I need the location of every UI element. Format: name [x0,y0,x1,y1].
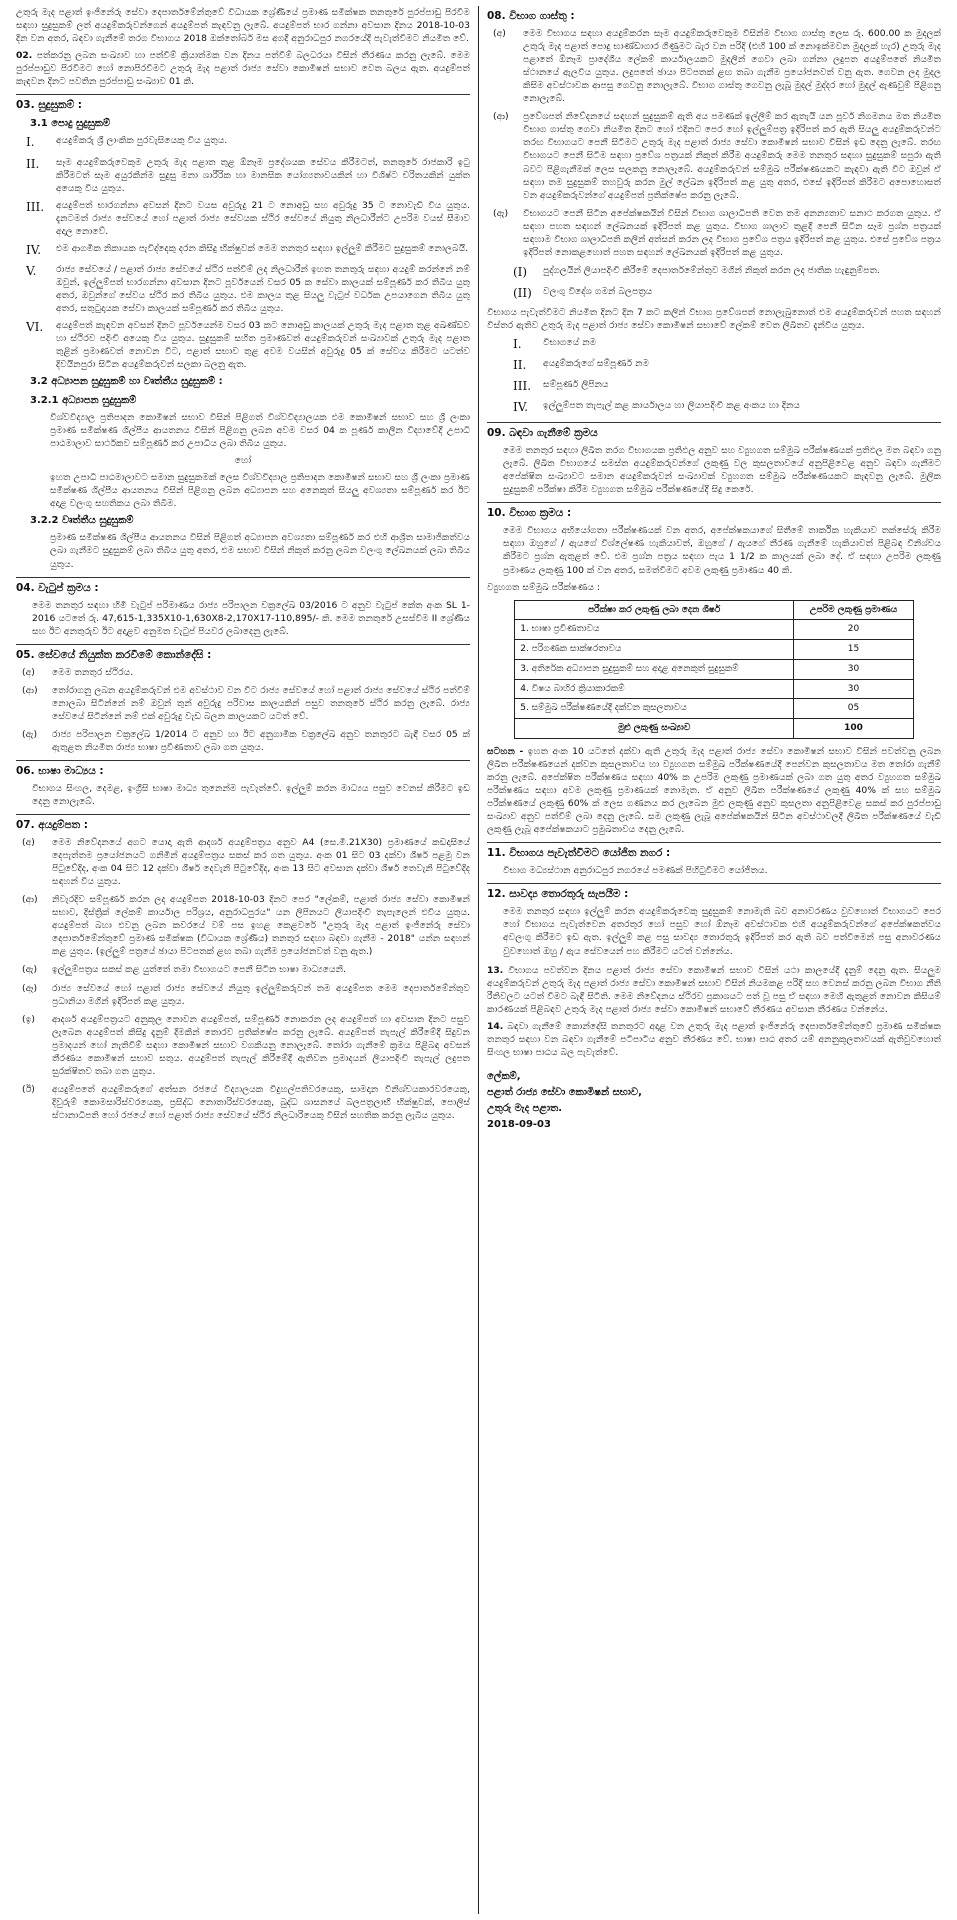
admission-lost-details-list [487,336,941,416]
exam-fee-item-text: විභාගයට පෙනී සිටින අපේක්ෂකයින් විසින් විභාග ශාලාධිපති වෙත තම අනන්‍යතාව සනාථ කරගත යුතුය. ඒ සඳහා පහත සඳහන් ලේඛනයක් ඉදිරිපත් කළ යුතුය. විභාග ශාලාව තුළදී පෙනී සිටින සෑම ප්‍රශ්න පත්‍රයක් සඳහාම විභාග ශාලාධිපති කලින් අත්සන් කරන ලද විභාග ප්‍රවේශ පත්‍රය ඉදිරිපත් කළ යුතුය. එසේ ප්‍රවේශ පත්‍රය ඉදිරිපත් නොකළහොත් පහත සඳහන් ලේඛනයක් ඉදිරිපත් කළ යුතුය. [523,207,941,258]
application-item-number: (ආ) [22,894,38,906]
table-cell-criteria: 3. අතිරේක අධ්‍යාපන සුදුසුකම් සහ අදාළ අනෙකුත් සුදුසුකම් [515,659,794,679]
qualification-item-text: රාජ්‍ය සේවයේ / පළාත් රාජ්‍ය සේවයේ ස්ථිර පත්වීම් ලද නිලධාරීන් ඉහත තනතුරු සඳහා අයදුම් කරන්නේ නම් ඔවුන්, ඉල්ලුම්පත් භාරගන්නා අවසාන දිනට පූර්වයෙන් වසර 05 ක සේවා කාලයක් සම්පූර්ණ කර තිබිය යුතු අතර, ඔවුන්ගේ සේවය ස්ථිර කර තිබිය යුතුය. එම කාලය තුළ සියලු වැටුප් වර්ධක උපයාගෙන තිබිය යුතු අතර, සතුටුදායක සේවා කාලයක් සම්පූර්ණ කර තිබිය යුතුය. [56,263,470,315]
exam-method-text: මෙම විභාගය අභියෝගතා පරීක්ෂණයක් වන අතර, අපේක්ෂකයාගේ සිතීමේ තාර්කික හැකියාව තක්සේරු කිරීම සඳහා ඔහුගේ / ඇයගේ විශ්ලේෂණ හැකියාවත්, ඔහුගේ / ඇයගේ තීරණ ගැනීමේ හැකියාවත් පිළිබඳ විනිශ්චය කිරීමට ප්‍රශ්න ඇතුළත් වේ. එම ප්‍රශ්න පත්‍රය සඳහා පැය 1 1/2 ක කාලයක් ලබා දේ. ඒ සඳහා උපරිම ලකුණු ප්‍රමාණය ලකුණු 100 ක් වන අතර, සමත්වීමට අවම ලකුණු ප්‍රමාණය 40 කි. [503,525,941,576]
note-paragraph [487,745,941,836]
application-item-text: රාජ්‍ය සේවයේ හෝ පළාත් රාජ්‍ය සේවයේ නියුතු ඉල්ලුම්කරුවන් තම අයදුම්පත මෙම දෙපාර්තමේන්තුව ප්‍රධානියා මගින් ඉදිරිපත් කළ යුතුය. [52,982,470,1007]
application-list [16,836,470,1122]
table-total-row [515,719,914,739]
section-02-text: පත්කරනු ලබන සංඛ්‍යාව හා පත්වීම් ක්‍රියාත්මක වන දිනය පත්වීම් බලධරයා විසින් තීරණය කරනු ලැබේ. මෙම පුරප්පාඩුව පිරවීමට හෝ නොපිරවීමට උතුරු මැද පළාත් රාජ්‍ය සේවා කොමිෂන් සභාව වෙත බලය ඇත. අයදුම්පත් කැඳවන දිනට පවතින පුරප්පාඩු සංඛ්‍යාව 01 කි. [16,50,470,88]
signature-block [487,1069,941,1133]
exam-fee-item [493,207,941,259]
admission-detail-item [513,378,941,395]
table-row [515,620,914,640]
interview-marks-table [514,600,914,739]
admission-detail-item-number: III. [513,379,532,394]
application-item-number: (අ) [22,836,35,848]
id-document-item-text: පුද්ගලයින් ලියාපදිංචි කිරීමේ දෙපාර්තමේන්තුව මගින් නිකුත් කරන ලද ජාතික හැඳුනුම්පත. [543,264,880,276]
table-total-value: 100 [794,719,914,739]
recruitment-method-text: මෙම තනතුර සඳහා ලිඛිත තරග විභාගයක ප්‍රතිඵල අනුව සහ ව්‍යුහගත සම්මුඛ පරීක්ෂණයක් ප්‍රතිඵල මත බඳවා ගනු ලැබේ. ලිඛිත විභාගයේ සමස්ත අයදුම්කරුවන්ගේ ලකුණු වල කුසලතාවයේ අනුපිළිවෙළ අනුව බඳවා ගැනීමට අපේක්ෂිත සංඛ්‍යාවට සමාන අයදුම්කරුවන් සංඛ්‍යාවක් ව්‍යුහගත සම්මුඛ පරීක්ෂණයකට කැඳවනු ලැබේ. මුලික සුදුසුකම් පරීක්ෂා කිරීම ව්‍යුහගත සම්මුඛ පරීක්ෂණයේදී සිදු කෙරේ. [503,445,941,496]
exam-fee-item-text: මෙම විභාගය සඳහා අයදුම්කරන සෑම අයදුම්කරුවෙකුම විසින්ම විභාග ගාස්තු ලෙස රු. 600.00 ක මුදලක් උතුරු මැද පළාත් පොදු භාණ්ඩාගාර ගිණුමට බැර වන පරිදි (එහි 100 ක් නොඉක්මවන මුදලක් හැර) උතුරු මැද පළාතේ ඕනෑම ප්‍රාදේශීය ලේකම් කාර්යාලයකට මුදලින් ගෙවා ලබා ගන්නා ලදුපත අයදුම්පතේ නියමිත ස්ථානයේ ඇලවිය යුතුය. ලදුපතේ ඡායා පිටපතක් ළඟ තබා ගැනීම ප්‍රයෝජනවත් වනු ඇත. ගෙවන ලද මුදල කිසිම අවස්ථාවක ආපසු ගෙවනු නොලැබේ. විභාග ගාස්තු ගෙවනු ලැබූ මුදල් මුද්දර හෝ මුදල් ඇණවුම් පිළිගනු නොලැබේ. [523,27,941,105]
section-13-head: 13. [487,964,504,976]
section-14-head: 14. [487,1020,504,1032]
admission-detail-item-number: II. [513,358,527,373]
application-item-text: මෙම නිවේදනයේ අගට යොදා ඇති ආදර්ශ අයදුම්පත්‍රය අනුව A4 (සෙ.මී.21X30) ප්‍රමාණයේ කඩදාසියේ දෙපැත්තම ප්‍රයෝජනයට ගනිමින් අයදුම්පත්‍රය සකස් කර ගත යුතුය. අංක 01 සිට 03 දක්වා ශීර්ෂ පළමු වන පිටුවේදිද, අංක 04 සිට 12 දක්වා ශීර්ෂ දෙවැනි පිටුවේදිද, අංක 13 සිට අවසාන දක්වා ශීර්ෂ තෙවැනි පිටුවේදිද සඳහන් විය යුතුය. [52,836,470,888]
general-qualifications-list [16,134,470,371]
qualification-item-text: සෑම අයදුම්කරුවෙකුම උතුරු මැද පළාත තුළ ඕනෑම ප්‍රදේශයක සේවය කිරීමටත්, තනතුරේ රාජකාරි ඉටු කිරීමටත් සෑම අයුරකින්ම සුදුසු මනා ශාරීරික හා මානසික යෝග්‍යතාවයකින් හා විශිෂ්ට චරිතයකින් යුක්ත අයෙකු විය යුතුය. [56,156,470,194]
table-cell-criteria: 5. සම්මුඛ පරීක්ෂණයේදී දක්වන කුසලතාවය [515,699,794,719]
condition-item-text: රාජ්‍ය පරිපාලන චක්‍රලේඛ 1/2014 ට අනුව හා ඊට අනුගාමික චක්‍රලේඛ අනුව තනතුරට බැඳී වසර 05 ක් ඇතුළත නියමිත රාජ්‍ය භාෂා ප්‍රවීණතාව ලබා ගත යුතුය. [52,728,470,753]
edu-qualification-text-1: විශ්වවිද්‍යාල ප්‍රතිපාදන කොමිෂන් සභාව විසින් පිළිගත් විශ්වවිද්‍යාලයක එම කොමිෂන් සභාව සහ ශ්‍රී ලංකා ප්‍රමාණ සමීක්ෂණ ශිල්පීය ආයතනය විසින් පිළිගනු ලබන අවම වසර 04 ක පූර්ණ කාලීන විද්‍යාවේදී උපාධි පාඨමාලාව සාර්ථකව සම්පූර්ණ කර උපාධිය ලබා තිබිය යුතුය. [50,411,470,449]
section-10-head: 10. විභාග ක්‍රමය : [487,502,941,521]
qualification-item-number: VI. [26,320,44,335]
qualification-item-number: IV. [26,242,42,257]
condition-item-number: (අ) [22,666,35,678]
id-document-item [513,285,941,302]
qualification-item-text: අයදුම්පත් භාරගන්නා අවසන් දිනට වයස අවුරුදු 21 ට නොඅඩු සහ අවුරුදු 35 ට නොවැඩි විය යුතුය. දැනටමත් රාජ්‍ය සේවයේ හෝ පළාත් රාජ්‍ය සේවයක ස්ථිර සේවයේ නියුතු නිලධාරීන්ට උපරිම වයස් සීමාව අදාල නොවේ. [56,199,470,237]
exam-fee-item [493,110,941,201]
interview-table-title: ව්‍යුහගත සම්මුඛ පරීක්ෂණය : [487,581,601,593]
left-column [8,6,479,1914]
section-14 [487,1020,941,1059]
intro-paragraph: උතුරු මැද පළාත් ඉංජිනේරු සේවා දෙපාර්තමේන්තුවේ විධායක ශ්‍රේණියේ ප්‍රමාණ සමීක්ෂක තනතුරේ පුරප්පාඩු පිරවීම සඳහා සුදුසුකම් ලත් අයදුම්කරුවන්ගෙන් අයදුම්පත් කැඳවනු ලැබේ. අයදුම්පත් භාර ගන්නා අවසාන දිනය 2018-10-03 දින වන අතර, බඳවා ගැනීමේ තරග විභාගය 2018 ඔක්තෝබර් මස අගදී අනුරාධපුර නගරයේදී පැවැත්වීමට නියමිත වේ. [16,7,470,45]
section-05-head: 05. සේවයේ නියුක්ත කරවීමේ කොන්දේසි : [16,644,470,663]
application-item [22,1083,470,1122]
application-item [22,836,470,888]
condition-item-text: මෙම තනතුර ස්ථිරය. [52,666,134,678]
table-cell-criteria: 2. පරිගණක සාක්ෂරතාවය [515,640,794,660]
section-11-head: 11. විභාගය පැවැත්වීමට යෝජිත නගර : [487,842,941,861]
exam-fee-item [493,27,941,105]
condition-item-text: තෝරාගනු ලබන අයදුම්කරුවන් එම අවස්ථාව වන විට රාජ්‍ය සේවයේ හෝ පළාත් රාජ්‍ය සේවයේ ස්ථිර පත්වීම් නොලබා සිටින්නේ නම් ඔවුන් තුන් අවුරුදු පරිවාස කාලයකින් පසුව තනතුරේ ස්ථිර කරනු ලැබේ. රාජ්‍ය සේවයේ සිටින්නේ නම් එක් අවුරුදු වැඩ බලන කාලයකට යටත් වේ. [52,684,470,722]
section-3-2-1-head: 3.2.1 අධ්‍යාපන සුදුසුකම් [30,394,137,406]
application-item [22,963,470,976]
section-09-head: 09. බඳවා ගැනීමේ ක්‍රමය [487,422,941,441]
id-documents-list [487,264,941,302]
qualification-item-text: එම ආගමික නිකායක පැවිද්දෙකු දරන කිසිදු භික්ෂුවක් මෙම තනතුර සඳහා ඉල්ලුම් කිරීමට සුදුසුකම් නොලබයි. [56,242,469,254]
table-header-criteria: පරීක්ෂා කර ලකුණු ලබා දෙන ශීර්ෂ [515,600,794,620]
application-item-text: ආදර්ශ අයදුම්පත්‍රයට අනුකූල නොවන අයදුම්පත්, සම්පූර්ණ නොකරන ලද අයදුම්පත් හා අවසාන දිනට පසුව ලැබෙන අයදුම්පත් කිසිදු දැනුම් දීමකින් තොරව ප්‍රතික්ෂේප කරනු ලැබේ. අයදුම්පත් තැපැල් කිරීමේදී සිදුවන ප්‍රමාදයන් හෝ නැතිවීම් සඳහා කොමිෂන් සභාව වගකියනු නොලැබේ. තෝරා ගැනීමේ ක්‍රමය පිළිබඳ අවසන් තීරණය කොමිෂන් සභාව සතුය. අයදුම්පත් තැපැල් කිරීමේදී ඇතිවන ප්‍රමාදයන් ලියාපදිංචි තැපැල් ලදුපත සුරක්ෂිතව තබා ගත යුතුය. [52,1013,470,1077]
false-info-text: මෙම තනතුර සඳහා ඉල්ලුම් කරන අයදුම්කරුවෙකු සුදුසුකම් නොමැති බව අනාවරණය වුවහොත් විභාගයට පෙර හෝ විභාගය පැවැත්වෙන අතරතුර හෝ පසුව හෝ ඕනෑම අවස්ථාවක එහි අයදුම්කරුවන්ගේ අපේක්ෂකත්වය අවලංගු කිරීමට ඉඩ ඇත. ඉල්ලුම් කළ පසු සාවද්‍ය තොරතුරු ඉදිරිපත් කර ඇති බව පත්වීමෙන් පසු අනාවරණය වුවහොත් ඔහු / ඇය සේවයෙන් පහ කිරීමට යටත් වන්නේය. [503,906,941,957]
exam-fee-item-text: ප්‍රවේශපත් නිවේදනයේ සඳහන් සුදුසුකම් ඇති අය පමණක් ඉල්ලීම් කර ඇතැයි යන පූර්ව නිගමනය මත නියමිත විභාග ගාස්තු ගෙවා නියමිත දිනට හෝ එදිනට පෙර හෝ ඉල්ලුම්පත්‍ර ඉදිරිපත් කර ඇති සියලු අයදුම්කරුවන්ට තරඟ විභාගයට පෙනී සිටීමට උතුරු මැද පළාත් රාජ්‍ය සේවා කොමිෂන් සභාව විසින් ඉඩ දෙනු ලැබේ. තරඟ විභාගයට පෙනී සිටීම සඳහා ප්‍රවේශ පත්‍රයක් නිකුත් කිරීම අයදුම්කරු මෙම තනතුර සඳහා සුදුසුකම් සපුරා ඇති බවට පිළිගැනීමක් ලෙස සලකනු නොලැබේ. අයදුම්කරුවන් සම්මුඛ පරීක්ෂණයකට කැඳවා ඇති විට ඔවුන් ඒ සඳහා තම සුදුසුකම් තහවුරු කරන මුල් ලේඛන ඉදිරිපත් කළ යුතු අතර, එසේ ඉදිරිපත් කිරීමට අපොහොසත් වන අයදුම්කරුවන්ගේ අයදුම්පත් ප්‍රතික්ෂේප කරනු ලැබේ. [523,111,941,201]
table-row [515,640,914,660]
qualification-item-number: III. [26,199,45,214]
admission-lost-text: විභාගය පැවැත්වීමට නියමිත දිනට දින 7 කට කලින් විභාග ප්‍රවේශපත් නොලැබුනොත් එම අයදුම්කරුවන් පහත සඳහන් විස්තර ඇතිව උතුරු මැද පළාත් රාජ්‍ය සේවා කොමිෂන් සභාවේ ලේකම් වෙත ලිඛිතව දැන්විය යුතුය. [487,307,941,332]
section-03-head: 03. සුදුසුකම් : [16,94,470,113]
table-row [515,679,914,699]
exam-city-text: විභාග මධ්‍යස්ථාන අනුරාධපුර නගරයේ පමණක් පිහිටුවීමට යෝජිතය. [503,865,768,877]
section-3-2-2-head: 3.2.2 වෘත්තීය සුදුසුකම් [30,515,134,527]
table-row [515,659,914,679]
service-conditions-list [16,666,470,754]
qualification-item [26,263,470,315]
exam-fee-item-number: (ආ) [493,111,509,123]
signature-line-1: ලේකම්, [487,1071,521,1083]
section-04-head: 04. වැටුප් ක්‍රමය : [16,577,470,596]
application-item-text: නිවැරදිව සම්පූර්ණ කරන ලද අයදුම්පත 2018-10-03 දිනට පෙර "ලේකම්, පළාත් රාජ්‍ය සේවා කොමිෂන් සභාව, දිස්ත්‍රික් ලේකම් කාර්යාල පරිශ්‍රය, අනුරාධපුරය" යන ලිපිනයට ලියාපදිංචි තැපැලෙන් එවිය යුතුය. අයදුම්පත් බහා එවනු ලබන කවරයේ වම් පස ඉහළ කෙළවරේ "උතුරු මැද පළාත් ඉංජිනේරු සේවා දෙපාර්තමේන්තුවේ ප්‍රමාණ සමීක්ෂක (විධායක ශ්‍රේණිය) තනතුර සඳහා බඳවා ගැනීම - 2018" යන්න සඳහන් කළ යුතුය. (ඉල්ලුම් පත්‍රයේ ඡායා පිටපතක් ළඟ තබා ගැනීම ප්‍රයෝජනවත් වනු ඇත.) [52,894,470,958]
section-08-head: 08. විභාග ගාස්තු : [487,10,575,22]
condition-item [22,728,470,754]
signature-line-2: පළාත් රාජ්‍ය සේවා කොමිෂන් සභාව, [487,1087,642,1099]
qualification-item [26,134,470,151]
qualification-item-text: අයදුම්කරු ශ්‍රී ලාංකික පුරවැසියෙකු විය යුතුය. [56,135,228,147]
id-document-item [513,264,941,281]
edu-qualification-text-2: ඉහත උපාධි පාඨමාලාවට සමාන සුදුසුකමක් ලෙස විශ්වවිද්‍යාල ප්‍රතිපාදන කොමිෂන් සභාව සහ ශ්‍රී ලංකා ප්‍රමාණ සමීක්ෂණ ශිල්පීය ආයතනය විසින් පිළිගනු ලබන අධ්‍යාපන සහ අනෙකුත් සියලු අවශ්‍යතා සම්පූර්ණ කර ඊට අදාළ වලංගු සහතිකය ලබා තිබීම. [50,472,470,510]
section-3-2-head: 3.2 අධ්‍යාපන සුදුසුකම් හා වෘත්තීය සුදුසුකම් : [30,376,223,388]
signature-date: 2018-09-03 [487,1119,551,1131]
admission-detail-item [513,336,941,353]
admission-detail-item-text: විභාගයේ නම [543,337,597,349]
section-13-text: විභාගය පවත්වන දිනය පළාත් රාජ්‍ය සේවා කොමිෂන් සභාව විසින් යථා කාලයේදී දැනුම් දෙනු ඇත. සියලුම අයදුම්කරුවන් උතුරු මැද පළාත් රාජ්‍ය සේවා කොමිෂන් සභාව විසින් නියමකළ පරිදි සහ වෙනස් කරනු ලබන විභාග නීති රීතිවලට යටත් වීමට බැඳී සිටිති. මෙම නිවේදනය ස්ථිරව ප්‍රකාශයට පත් වූ පසු ඒ සඳහා මෙහි ඇතුළත් නොවන කිසියම් කාරණයක් පිළිබඳව උතුරු මැද පළාත් රාජ්‍ය සේවා කොමිෂන් සභාවේ තීරණය අවසාන තීරණය වන්නේය. [487,964,941,1015]
admission-detail-item-text: අයදුම්කරුගේ සම්පූර්ණ නම [543,358,650,370]
table-cell-criteria: 4. විෂය බාහිර ක්‍රියාකාරකම් [515,679,794,699]
table-header-max-marks: උපරිම ලකුණු ප්‍රමාණය [794,600,914,620]
condition-item-number: (ඇ) [22,728,38,740]
qualification-item-number: V. [26,263,37,278]
admission-detail-item-text: ඉල්ලුම්පත තැපැල් කළ කාර්යාලය හා ලියාපදිංචි කළ අංකය හා දිනය [543,400,800,412]
qualification-item [26,242,470,259]
language-medium-text: විභාගය සිංහල, දෙමළ, ඉංග්‍රීසි භාෂා මාධ්‍ය තුනෙන්ම පැවැත්වේ. ඉල්ලුම් කරන මාධ්‍යය පසුව වෙනස් කිරීමට ඉඩ දෙනු නොලැබේ. [32,782,470,807]
table-body [515,620,914,719]
section-13 [487,964,941,1016]
edu-or: හෝ [234,454,252,466]
qualification-item [26,319,470,371]
application-item-text: ඉල්ලුම්පත්‍රය සකස් කළ යුත්තේ තමා විභාගයට පෙනී සිටින භාෂා මාධ්‍යයෙනි. [52,964,346,976]
exam-fee-item-number: (අ) [493,27,506,39]
qualification-item-text: අයදුම්පත් කැඳවන අවසන් දිනට පූර්වයෙන්ම වසර 03 කට නොඅඩු කාලයක් උතුරු මැද පළාත තුළ අඛණ්ඩව හා ස්ථිරව පදිංචි අයෙකු විය යුතුය. සුදුසුකම් සහිත ප්‍රමාණවත් අයදුම්කරුවන් සංඛ්‍යාවක් උතුරු මැද පළාත තුළින් ප්‍රමාණවත් නොවන විට, පළාත් සභාව තුළ අවම වයසින් අවුරුදු 05 ක් සේවය කිරීමට යටත්ව දිවයිනපුරා සිටින අයදුම්කරුවන් සලකා බලනු ඇත. [56,320,470,371]
admission-detail-item-number: I. [513,337,522,352]
condition-item [22,666,470,679]
section-02 [16,49,470,88]
table-cell-marks: 20 [794,620,914,640]
admission-detail-item [513,399,941,416]
table-cell-marks: 30 [794,659,914,679]
application-item-number: (ඉ) [22,1013,35,1025]
section-07-head: 07. අයදුම්පත : [16,814,470,833]
note-text: ඉහත අංක 10 යටතේ දක්වා ඇති උතුරු මැද පළාත් රාජ්‍ය සේවා කොමිෂන් සභාව විසින් පවත්වනු ලබන ලිඛිත පරීක්ෂණයෙන් දක්වන කුසලතාවය හා ව්‍යුහගත සම්මුඛ පරීක්ෂණයේදී පෙන්වන කුසලතාවය මත තෝරා ගැනීම් කරනු ලැබේ. අපේක්ෂිත පරීක්ෂණය සඳහා 40% ක උපරිම ලකුණු ප්‍රමාණයක් ලබා ගත යුතු අතර ව්‍යුහගත සම්මුඛ පරීක්ෂණය සඳහා අවම ලකුණු ප්‍රමාණයක් නොමැත. ඒ අනුව ලිඛිත පරීක්ෂණයේ ලකුණු 40% ක් සහ සම්මුඛ පරීක්ෂණයේ ලකුණු 60% ක් ලෙස ගණනය කර ලැබෙන මුළු ලකුණු අනුව කුසලතා අනුපිළිවෙළ සකස් කර පුරප්පාඩු සංඛ්‍යාව අනුව පත්වීම් ලබා දෙනු ලැබේ. සම ලකුණු ලැබූ අපේක්ෂකයින් සිටින අවස්ථාවලදී ලිඛිත පරීක්ෂණයේ වැඩි ලකුණු ලැබූ අපේක්ෂකයාට ප්‍රමුඛතාවය දෙනු ලැබේ. [487,746,941,836]
table-header-row [515,600,914,620]
id-document-item-text: වලංගු විදේශ ගමන් බලපත්‍රය [543,286,653,297]
application-item [22,982,470,1008]
table-cell-marks: 05 [794,699,914,719]
id-document-item-number: (II) [513,286,532,300]
section-14-text: බඳවා ගැනීමේ කොන්දේසි තනතුරට අදාළ වන උතුරු මැද පළාත් ඉංජිනේරු දෙපාර්තමේන්තුවේ ප්‍රමාණ සමීක්ෂක තනතුර සඳහා වන බඳවා ගැනීමේ පටිපාටිය අනුව තීරණය වේ. භාෂා පාඨ අතර යම් අනනුකූලතාවයක් ඇතිවුවහොත් සිංහල භාෂා පාඨය බල පැවැත්වේ. [487,1020,941,1058]
application-item-number: (ඈ) [22,982,38,994]
qualification-item [26,156,470,195]
section-02-head: 02. [16,50,33,62]
section-12-head: 12. සාවද්‍ය තොරතුරු සැපයීම : [487,883,941,902]
right-column [479,6,949,1914]
table-cell-marks: 30 [794,679,914,699]
application-item-text: අයදුම්පතේ අයදුම්කරුගේ අත්සන රජයේ විද්‍යාලයක විදුහල්පතිවරයෙකු, සාමදාන විනිශ්චයකාරවරයෙකු, දිවුරුම් කොමසාරිස්වරයෙකු, ප්‍රසිද්ධ නොතාරිස්වරයෙකු, බුද්ධ ශාසනයේ බලපත්‍රලාභී භික්ෂුවක්, පොලිස් ස්ථානාධිපති හෝ රජයේ හෝ පළාත් රාජ්‍ය සේවයේ ස්ථිර නිලධාරියෙකු විසින් සහතික කරනු ලැබිය යුතුය. [52,1083,470,1122]
table-total-label: මුළු ලකුණු සංඛ්‍යාව [515,719,794,739]
table-cell-marks: 15 [794,640,914,660]
condition-item [22,684,470,723]
prof-qualification-text: ප්‍රමාණ සමීක්ෂණ ශිල්පීය ආයතනය විසින් පිළිගත් අධ්‍යාපන අවශ්‍යතා සම්පූර්ණ කර එහි ආශ්‍රිත සාමාජිකත්වය ලබා ගැනීමට සුදුසුකම් ලබා තිබිය යුතු අතර, එම සභාව විසින් නිකුත් කරනු ලබන වලංගු ලේඛනයක් ලබා තිබිය යුතුය. [50,532,470,570]
section-06-head: 06. භාෂා මාධ්‍යය : [16,760,470,779]
section-3-1-head: 3.1 පොදු සුදුසුකම් [30,118,111,130]
table-cell-criteria: 1. භාෂා ප්‍රවීණතාවය [515,620,794,640]
admission-detail-item-number: IV. [513,400,529,415]
admission-detail-item-text: සම්පූර්ණ ලිපිනය [543,379,609,391]
qualification-item [26,199,470,238]
admission-detail-item [513,357,941,374]
signature-line-3: උතුරු මැද පළාත. [487,1103,563,1115]
qualification-item-number: II. [26,156,40,171]
application-item-number: (ඇ) [22,964,38,976]
qualification-item-number: I. [26,135,35,150]
exam-fee-list [487,27,941,259]
application-item [22,1013,470,1078]
salary-text: මෙම තනතුර සඳහා හිමි වැටුප් පරිමාණය රාජ්‍ය පරිපාලන චක්‍රලේඛ 03/2016 ට අනුව වැටුප් කේත අංක SL 1-2016 යටතේ රු. 47,615-1,335X10-1,630X8-2,170X17-110,895/- කි. මෙම තනතුරේ උසස්වීම II ශ්‍රේණිය සහ ඊට අනතුරුව ඊට අදාළව අනුමත වැටුප් පියවර ලබාදෙනු ලැබේ. [32,599,470,637]
application-item-number: (ඊ) [22,1083,35,1095]
id-document-item-number: (I) [513,264,528,279]
condition-item-number: (ආ) [22,684,38,696]
note-label: සටහන - [487,746,524,758]
table-row [515,699,914,719]
exam-fee-item-number: (ඇ) [493,207,509,219]
application-item [22,893,470,958]
